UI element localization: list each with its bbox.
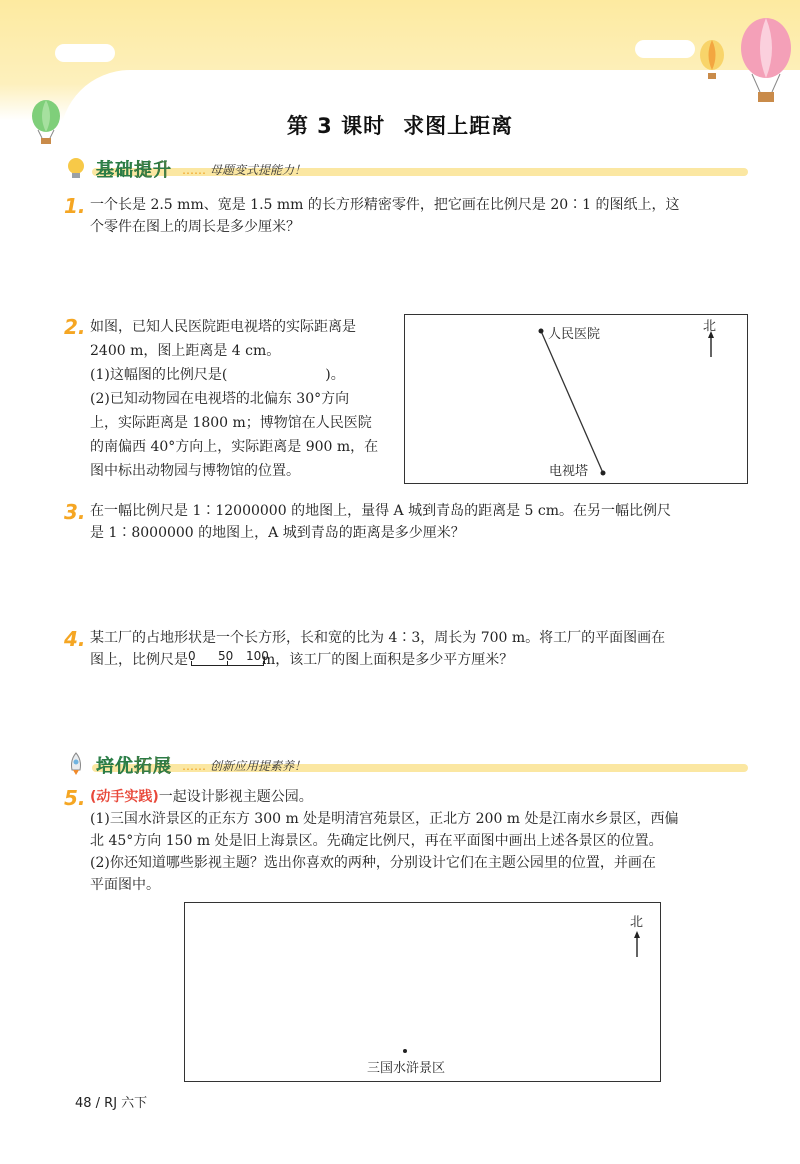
question-line: 某工厂的占地形状是一个长方形，长和宽的比为 4∶3，周长为 700 m。将工厂的平面图画在 [90, 630, 666, 646]
scale-tick [191, 661, 192, 666]
question-line: 在一幅比例尺是 1∶12000000 的地图上，量得 A 城到青岛的距离是 5 cm。在另一幅比例尺 [90, 503, 671, 519]
line-scale-bar [188, 649, 269, 671]
plan-drawing [185, 903, 660, 1081]
scale-label: 0 [188, 649, 196, 663]
question-tag: (动手实践) [90, 789, 159, 805]
question-line: (2)你还知道哪些影视主题？选出你喜欢的两种，分别设计它们在主题公园里的位置，并画在 [90, 855, 656, 871]
question-line-end: m，该工厂的图上面积是多少平方厘米？ [262, 652, 514, 668]
question-number: 3. [64, 500, 86, 524]
question-line: 一个长是 2.5 mm、宽是 1.5 mm 的长方形精密零件，把它画在比例尺是 20∶1 的图纸上，这 [90, 197, 680, 213]
question-number: 2. [64, 315, 86, 339]
section-advanced-header [62, 752, 748, 778]
question-line: 的南偏西 40°方向上，实际距离是 900 m，在 [90, 439, 379, 455]
question-number: 1. [64, 194, 86, 218]
question-5-text [90, 786, 755, 896]
question-line: (动手实践)一起设计影视主题公园。 [90, 789, 313, 805]
question-line: (1)这幅图的比例尺是( )。 [90, 367, 345, 383]
cloud-right [635, 40, 695, 58]
section-title: 基础提升 [96, 160, 172, 181]
plan-scenic-label: 三国水浒景区 [367, 1061, 446, 1076]
question-line: (1)三国水浒景区的正东方 300 m 处是明清宫苑景区，正北方 200 m 处是江南水乡景区，西偏 [90, 811, 679, 827]
lesson-title: 求图上距离 [403, 114, 514, 138]
question-line: 北 45°方向 150 m 处是旧上海景区。先确定比例尺，再在平面图中画出上述各景区的位置。 [90, 833, 663, 849]
scale-label: 50 [218, 649, 234, 663]
section-title: 培优拓展 [96, 756, 172, 777]
question-line [90, 649, 750, 671]
question-2-text [90, 315, 410, 483]
question-line: 如图，已知人民医院距电视塔的实际距离是 [90, 319, 356, 335]
scale-tick [263, 661, 264, 666]
hospital-tower-map [404, 314, 748, 484]
question-1-text [90, 194, 750, 238]
question-4-text [90, 627, 750, 671]
question-line: 上，实际距离是 1800 m；博物馆在人民医院 [90, 415, 372, 431]
question-line: 平面图中。 [90, 877, 160, 893]
question-line: 2400 m，图上距离是 4 cm。 [90, 343, 281, 359]
section-basic-header [62, 156, 748, 182]
question-number: 5. [64, 786, 86, 810]
balloon-pink-icon [738, 18, 794, 108]
rocket-icon [64, 752, 88, 776]
cloud-left [55, 44, 115, 62]
question-line: 图中标出动物园与博物馆的位置。 [90, 463, 300, 479]
theme-park-plan [184, 902, 661, 1082]
question-3-text [90, 500, 750, 544]
page-footer: 48 / RJ 六下 [75, 1096, 148, 1111]
question-number: 4. [64, 627, 86, 651]
lesson-number: 第 3 课时 [286, 114, 386, 138]
question-line: (2)已知动物园在电视塔的北偏东 30°方向 [90, 391, 350, 407]
question-line: 是 1∶8000000 的地图上，A 城到青岛的距离是多少厘米？ [90, 525, 465, 541]
scale-label: 100 [246, 649, 269, 663]
scale-tick [227, 661, 228, 666]
section-subtitle: …… 母题变式提能力！ [182, 163, 307, 177]
map-tower-label: 电视塔 [549, 464, 589, 479]
plan-north-label: 北 [630, 915, 644, 930]
balloon-small-icon [696, 40, 728, 82]
map-hospital-label: 人民医院 [548, 327, 601, 342]
question-line: 个零件在图上的周长是多少厘米？ [90, 219, 300, 235]
page-title [0, 110, 800, 140]
question-line-start: 图上，比例尺是 [90, 652, 188, 668]
section-subtitle: …… 创新应用提素养！ [182, 759, 307, 773]
lightbulb-icon [64, 156, 88, 180]
map-north-label: 北 [703, 319, 717, 334]
